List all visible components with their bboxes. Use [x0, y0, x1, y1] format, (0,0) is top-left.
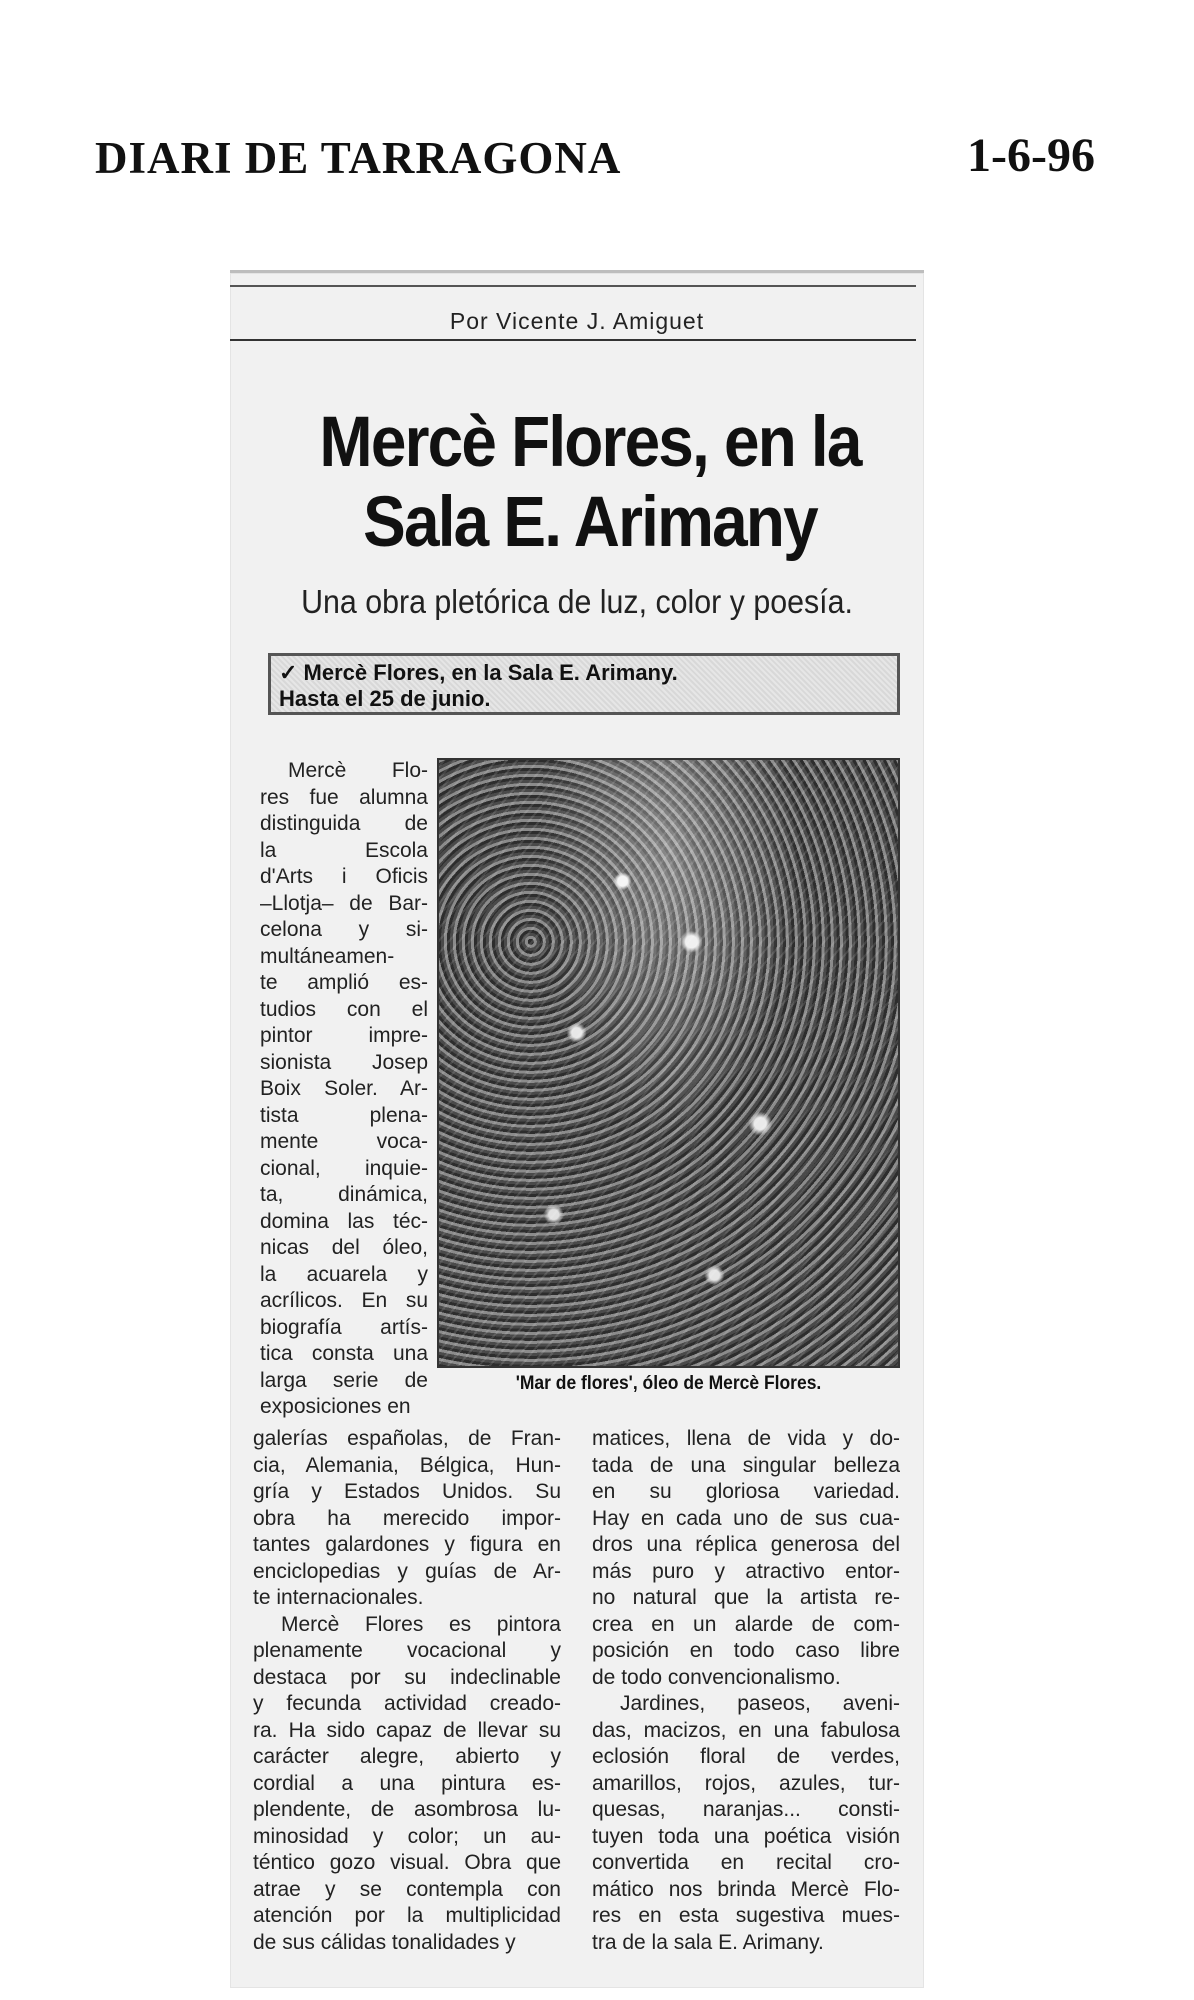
text-line: distinguida de	[260, 812, 428, 835]
text-line: posición en todo caso libre	[592, 1639, 900, 1662]
text-line: en su gloriosa variedad.	[592, 1480, 900, 1503]
text-line: larga serie de	[260, 1368, 428, 1392]
text-line: gría y Estados Unidos. Su	[253, 1480, 561, 1503]
text-line: –Llotja– de Bar-	[260, 891, 428, 915]
text-line: téntico gozo visual. Obra que	[253, 1851, 561, 1874]
headline	[302, 403, 878, 563]
text-line: galerías españolas, de Fran-	[253, 1427, 561, 1450]
text-line: plenamente vocacional y	[253, 1639, 561, 1662]
text-line: mático nos brinda Mercè Flo-	[592, 1877, 900, 1901]
text-line: Jardines, paseos, aveni-	[620, 1692, 900, 1715]
text-line: eclosión floral de verdes,	[592, 1745, 900, 1768]
photo-caption: 'Mar de flores', óleo de Mercè Flores.	[515, 1373, 822, 1394]
text-line: mente voca-	[260, 1130, 428, 1153]
text-line: obra ha merecido impor-	[253, 1506, 561, 1530]
text-line: tada de una singular belleza	[592, 1453, 900, 1477]
text-line: celona y si-	[260, 918, 428, 941]
text-line: biografía artís-	[260, 1315, 428, 1339]
right-text-column	[592, 1426, 900, 1956]
left-text-column	[253, 1426, 561, 1956]
text-line: de todo convencionalismo.	[592, 1665, 841, 1689]
text-line: dros una réplica generosa del	[592, 1533, 900, 1556]
text-line: y fecunda actividad creado-	[253, 1692, 561, 1715]
text-line: convertida en recital cro-	[592, 1851, 900, 1874]
text-line: matices, llena de vida y do-	[592, 1427, 900, 1450]
byline-rule	[230, 339, 916, 341]
text-line: no natural que la artista re-	[592, 1586, 900, 1609]
text-line: nicas del óleo,	[260, 1236, 428, 1259]
text-line: tista plena-	[260, 1103, 428, 1127]
newspaper-name: DIARI DE TARRAGONA	[95, 133, 622, 183]
publication-date: 1-6-96	[967, 129, 1095, 182]
text-line: de sus cálidas tonalidades y	[253, 1930, 516, 1954]
text-line: res en esta sugestiva mues-	[592, 1904, 900, 1927]
text-line: acrílicos. En su	[260, 1289, 428, 1312]
masthead	[95, 129, 1095, 192]
narrow-text-column	[260, 758, 428, 1421]
text-line: pintor impre-	[260, 1024, 428, 1047]
byline: Por Vicente J. Amiguet	[449, 308, 705, 334]
text-line: tica consta una	[260, 1342, 428, 1365]
text-line: Mercè Flo-	[288, 759, 428, 782]
text-line: cia, Alemania, Bélgica, Hun-	[253, 1453, 561, 1477]
painting-photo	[437, 758, 900, 1368]
text-line: domina las téc-	[260, 1209, 428, 1233]
text-line: cordial a una pintura es-	[253, 1771, 561, 1795]
text-line: tantes galardones y figura en	[253, 1533, 561, 1556]
text-line: destaca por su indeclinable	[253, 1665, 561, 1689]
text-line: multáneamen-	[260, 944, 395, 968]
text-line: res fue alumna	[260, 785, 428, 809]
headline-line: Sala E. Arimany	[363, 483, 817, 562]
text-line: exposiciones en	[260, 1395, 411, 1418]
text-line: Hay en cada uno de sus cua-	[592, 1506, 900, 1530]
text-line: Mercè Flores es pintora	[281, 1612, 561, 1636]
text-line: enciclopedias y guías de Ar-	[253, 1559, 561, 1583]
text-line: te internacionales.	[253, 1586, 424, 1609]
newspaper-clipping	[230, 270, 924, 1988]
text-line: la Escola	[260, 838, 428, 862]
text-line: amarillos, rojos, azules, tur-	[592, 1771, 900, 1795]
info-line: Hasta el 25 de junio.	[279, 686, 491, 711]
top-rule	[230, 285, 916, 287]
text-line: ta, dinámica,	[260, 1183, 428, 1206]
text-line: plendente, de asombrosa lu-	[253, 1798, 561, 1821]
text-line: la acuarela y	[260, 1262, 428, 1286]
exhibition-info-box	[268, 653, 900, 715]
text-line: cional, inquie-	[260, 1156, 428, 1180]
text-line: atención por la multiplicidad	[253, 1904, 561, 1927]
text-line: tuyen toda una poética visión	[592, 1824, 900, 1848]
text-line: d'Arts i Oficis	[260, 865, 428, 888]
text-line: quesas, naranjas... consti-	[592, 1798, 900, 1821]
text-line: carácter alegre, abierto y	[253, 1745, 561, 1768]
subheadline: Una obra pletórica de luz, color y poesía.	[301, 583, 853, 620]
text-line: das, macizos, en una fabulosa	[592, 1718, 900, 1742]
text-line: tra de la sala E. Arimany.	[592, 1930, 824, 1954]
text-line: Boix Soler. Ar-	[260, 1077, 428, 1100]
headline-line: Mercè Flores, en la	[319, 403, 861, 482]
text-line: sionista Josep	[260, 1050, 428, 1074]
text-line: ra. Ha sido capaz de llevar su	[253, 1718, 561, 1742]
text-line: te amplió es-	[260, 971, 428, 994]
text-line: crea en un alarde de com-	[592, 1612, 900, 1636]
info-line: ✓ Mercè Flores, en la Sala E. Arimany.	[279, 660, 678, 685]
text-line: atrae y se contempla con	[253, 1877, 561, 1901]
text-line: más puro y atractivo entor-	[592, 1559, 900, 1583]
text-line: tudios con el	[260, 997, 428, 1021]
text-line: minosidad y color; un au-	[253, 1824, 561, 1848]
